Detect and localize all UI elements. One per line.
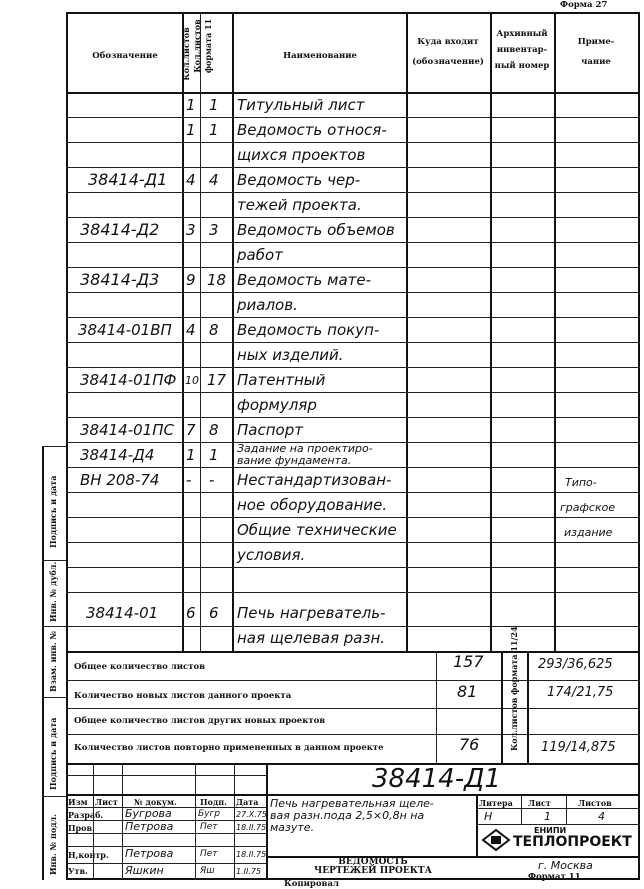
row-format: 18: [207, 271, 227, 289]
row-name: условия.: [237, 546, 306, 564]
side-orig-inv: Инв. № подл.: [48, 814, 58, 875]
row-format: -: [209, 471, 215, 489]
prov-date: 18.II.75: [236, 823, 267, 832]
prov-signature: Пет: [200, 822, 218, 832]
row-designation: 38414-01: [86, 604, 159, 622]
row-format: 4: [209, 171, 219, 189]
utv-label: Утв.: [68, 866, 88, 876]
razrab-name: Бугрова: [125, 807, 172, 820]
row-name: Ведомость относя-: [237, 121, 387, 139]
new-format-value: 174/21,75: [547, 685, 614, 700]
prov-label: Пров.: [68, 823, 95, 833]
doc-title-1: ВЕДОМОСТЬ: [338, 857, 408, 867]
row-count: 10: [185, 374, 199, 387]
stamp-col-line: [266, 763, 268, 880]
row-count: 4: [186, 321, 196, 339]
total-sheets-value: 157: [453, 652, 484, 671]
row-count: -: [186, 471, 192, 489]
row-name: Печь нагреватель-: [237, 604, 386, 622]
row-count: 1: [186, 121, 196, 139]
row-line: [66, 192, 640, 193]
row-line: [66, 342, 640, 343]
row-line: [66, 626, 640, 627]
org-emblem-icon: [481, 828, 511, 852]
row-name: Ведомость объемов: [237, 221, 395, 239]
row-line: [66, 592, 640, 593]
row-line: [66, 417, 640, 418]
stamp-col-line: [521, 794, 522, 824]
row-count: 9: [186, 271, 196, 289]
row-designation: 38414-01ВП: [78, 321, 172, 339]
totals-col-line: [501, 651, 503, 763]
footer-format: Формат 11: [528, 872, 581, 882]
col-line-3: [232, 12, 234, 651]
stamp-col-line: [566, 794, 567, 824]
row-format: 6: [209, 604, 219, 622]
row-line: [66, 492, 640, 493]
row-line: [66, 517, 640, 518]
row-format: 8: [209, 421, 219, 439]
totals-top-line: [66, 651, 640, 653]
col-line-4: [406, 12, 408, 651]
stamp-row-line: [476, 808, 640, 809]
totals-line: [66, 708, 640, 709]
doc-title-2: ЧЕРТЕЖЕЙ ПРОЕКТА: [314, 866, 432, 876]
stamp-col-line: [476, 794, 478, 856]
stamp-row-line: [66, 794, 640, 796]
row-count: 7: [186, 421, 196, 439]
row-count: 4: [186, 171, 196, 189]
col-list: Лист: [95, 797, 118, 807]
sheets-total-value: 4: [598, 810, 605, 823]
row-note: графское: [560, 501, 616, 514]
row-name: Общие технические: [237, 521, 397, 539]
row-line: [66, 292, 640, 293]
sheets-total-label: Листов: [578, 798, 612, 808]
reused-format-value: 119/14,875: [541, 740, 616, 755]
row-designation: 38414-Д2: [80, 220, 160, 239]
litera-label: Литера: [479, 798, 513, 808]
header-where-used: Куда входит: [417, 37, 479, 47]
row-line: [66, 167, 640, 168]
totals-col-line: [527, 651, 529, 763]
row-name: Патентный: [237, 371, 326, 389]
row-designation: 38414-01ПС: [80, 421, 174, 439]
sheet-label: Лист: [528, 798, 551, 808]
header-designation: Обозначение: [92, 51, 158, 61]
total-sheets-label: Общее количество листов: [74, 662, 206, 672]
row-line: [66, 467, 640, 468]
row-name: Паспорт: [237, 421, 303, 439]
footer-copied: Копировал: [284, 879, 339, 889]
row-name: Титульный лист: [237, 96, 365, 114]
stamp-row-line: [66, 775, 266, 776]
side-row-line: [42, 626, 66, 627]
total-format-value: 293/36,625: [538, 657, 613, 672]
row-name: ное оборудование.: [237, 496, 388, 514]
row-format: 1: [209, 96, 219, 114]
side-sign-date-top: Подпись и дата: [48, 475, 58, 548]
utv-name: Яшкин: [125, 864, 164, 877]
totals-col-line: [436, 651, 437, 763]
row-line: [66, 567, 640, 568]
row-designation: 38414-Д1: [88, 170, 168, 189]
header-notes-1: Приме-: [577, 37, 615, 47]
org-name: ТЕПЛОПРОЕКТ: [513, 834, 632, 850]
row-line: [66, 117, 640, 118]
totals-vertical-label: Кол.листов формата 11/24: [509, 626, 519, 751]
razrab-signature: Бугр: [198, 809, 220, 819]
row-line: [66, 267, 640, 268]
col-sign: Подп.: [200, 797, 227, 807]
side-row-line: [42, 697, 66, 698]
side-row-line: [42, 796, 66, 797]
reused-sheets-label: Количество листов повторно примененных в данном проекте: [74, 743, 384, 753]
row-format: 17: [207, 371, 227, 389]
row-name: тежей проекта.: [237, 196, 362, 214]
nkontr-name: Петрова: [125, 847, 174, 860]
col-izm: Изм: [68, 797, 88, 807]
prov-name: Петрова: [125, 820, 174, 833]
utv-date: 1.II.75: [236, 867, 262, 876]
row-count: 1: [186, 446, 196, 464]
utv-signature: Яш: [200, 866, 215, 876]
reused-sheets-value: 76: [459, 735, 480, 754]
header-sheets-count: Кол.листов: [181, 27, 191, 81]
side-sign-date-bottom: Подпись и дата: [48, 717, 58, 790]
col-line-2: [200, 12, 201, 651]
row-line: [66, 317, 640, 318]
new-sheets-value: 81: [457, 682, 478, 701]
new-sheets-label: Количество новых листов данного проекта: [74, 691, 292, 701]
header-format-sheets-2: формата 11: [203, 18, 213, 74]
header-format-sheets-1: Кол.листов: [192, 19, 202, 73]
row-designation: 38414-Д3: [80, 270, 160, 289]
org-small: ЕНИПИ: [534, 826, 567, 835]
stamp-row-line: [66, 863, 266, 864]
row-line: [66, 242, 640, 243]
other-sheets-label: Общее количество листов других новых проектов: [74, 716, 326, 726]
row-format: 1: [209, 446, 219, 464]
totals-line: [66, 734, 640, 735]
stamp-title-line: мазуте.: [270, 821, 315, 834]
side-line: [42, 446, 44, 880]
row-note: издание: [564, 526, 613, 539]
row-name: Нестандартизован-: [237, 471, 392, 489]
col-line-1: [182, 12, 184, 651]
row-count: 1: [186, 96, 196, 114]
row-designation: ВН 208-74: [80, 471, 160, 489]
row-format: 1: [209, 121, 219, 139]
row-name: работ: [237, 246, 283, 264]
form-label: Форма 27: [560, 0, 608, 10]
row-name: Задание на проектиро-: [237, 442, 373, 455]
nkontr-signature: Пет: [200, 849, 218, 859]
row-name: Ведомость чер-: [237, 171, 361, 189]
col-date: Дата: [236, 797, 259, 807]
row-format: 3: [209, 221, 219, 239]
side-replace-inv: Взам. инв. №: [48, 630, 58, 692]
totals-bottom-line: [66, 763, 640, 765]
row-line: [66, 367, 640, 368]
header-archive-1: Архивный: [496, 29, 548, 39]
nkontr-date: 18.II.75: [236, 850, 267, 859]
razrab-label: Разраб.: [68, 810, 104, 820]
row-designation: 38414-01ПФ: [80, 371, 177, 389]
row-name: Ведомость покуп-: [237, 321, 380, 339]
row-name: ная щелевая разн.: [237, 629, 386, 647]
row-line: [66, 217, 640, 218]
header-where-used-sub: (обозначение): [412, 57, 484, 67]
sheet-value: 1: [544, 810, 551, 823]
side-dup-inv: Инв. № дубл.: [48, 561, 58, 622]
row-designation: 38414-Д4: [80, 446, 155, 464]
header-notes-2: чание: [581, 57, 611, 67]
razrab-date: 27.X.75: [236, 810, 267, 819]
row-name: формуляр: [237, 396, 317, 414]
col-line-5: [490, 12, 492, 651]
row-format: 8: [209, 321, 219, 339]
city: г. Москва: [538, 859, 593, 872]
header-name: Наименование: [283, 51, 357, 61]
header-archive-2: инвентар-: [496, 45, 548, 55]
row-count: 6: [186, 604, 196, 622]
stamp-row-line: [476, 824, 640, 825]
row-name: ных изделий.: [237, 346, 344, 364]
row-line: [66, 542, 640, 543]
stamp-title-line: Печь нагревательная щеле-: [270, 797, 434, 810]
row-name: вание фундамента.: [237, 454, 352, 467]
stamp-title-line: вая разн.пода 2,5×0,8н на: [270, 809, 425, 822]
row-line: [66, 142, 640, 143]
row-name: риалов.: [237, 296, 298, 314]
totals-line: [66, 680, 640, 681]
col-line-6: [554, 12, 556, 651]
row-count: 3: [186, 221, 196, 239]
row-name: Ведомость мате-: [237, 271, 372, 289]
col-doc: № докум.: [134, 797, 177, 807]
litera-value: Н: [484, 810, 493, 823]
row-line: [66, 392, 640, 393]
side-row-line: [42, 446, 66, 447]
row-name: щихся проектов: [237, 146, 366, 164]
document-number: 38414-Д1: [372, 764, 501, 794]
nkontr-label: Н,контр.: [68, 850, 109, 860]
row-note: Типо-: [565, 476, 597, 489]
header-archive-3: ный номер: [494, 61, 550, 71]
